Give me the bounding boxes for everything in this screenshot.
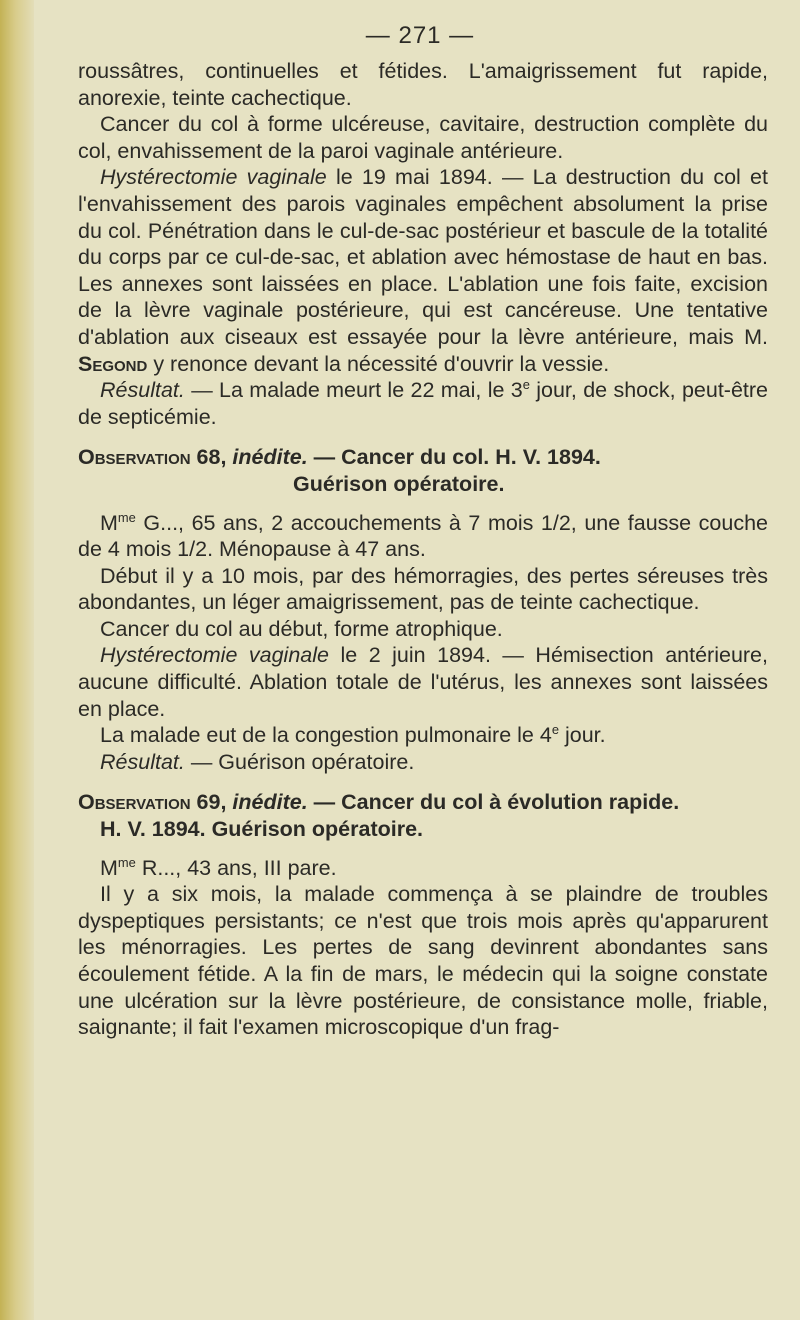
observation-68-heading: Observation 68, inédite. — Cancer du col. H. V. 1894. Guérison opératoire.	[78, 445, 601, 496]
paragraph: roussâtres, continuelles et fétides. L'amaigrissement fut rapide, anorexie, teinte cachectique.	[78, 59, 768, 110]
paragraph: La malade eut de la congestion pulmonaire le 4e jour.	[100, 722, 606, 748]
surgeon-name: Segond	[78, 351, 148, 376]
paragraph: Hystérectomie vaginale le 19 mai 1894. — La destruction du col et l'envahissement des parois vaginales empêchent absolument la prise du col. Pénétration dans le cul-de-sac postérieur et bascule de la totalité du corps par ce cul-de-sac, et ablation avec hémostase de haut en bas. Les annexes sont laissées en place. L'ablation une fois faite, excision de la lèvre vaginale postérieure, qui est cancéreuse. Une tentative d'ablation aux ciseaux est essayée pour la lèvre antérieure, mais M. Segond y renonce devant la nécessité d'ouvrir la vessie.	[78, 165, 768, 376]
procedure-label: Hystérectomie vaginale	[100, 643, 329, 668]
paragraph: Résultat. — Guérison opératoire.	[100, 749, 415, 774]
paragraph: Cancer du col au début, forme atrophique.	[100, 616, 503, 641]
paragraph: Résultat. — La malade meurt le 22 mai, le 3e jour, de shock, peut-être de septicémie.	[78, 376, 768, 429]
document-page	[60, 0, 780, 1320]
paragraph: Hystérectomie vaginale le 2 juin 1894. — Hémisection antérieure, aucune difficulté. Ablation totale de l'utérus, les annexes sont laissées en place.	[78, 643, 768, 721]
result-label: Résultat.	[100, 749, 185, 774]
result-label: Résultat.	[100, 378, 185, 403]
paragraph: Début il y a 10 mois, par des hémorragies, des pertes séreuses très abondantes, un léger amaigrissement, pas de teinte cachectique.	[78, 563, 768, 615]
paragraph: $M^{me}$ R..., 43 ans, III pare.	[100, 854, 337, 880]
procedure-label: Hystérectomie vaginale	[100, 165, 327, 190]
book-spine-edge	[0, 0, 34, 1320]
observation-69-heading: Observation 69, inédite. — Cancer du col à évolution rapide. H. V. 1894. Guérison opératoire.	[78, 790, 680, 842]
paragraph: Il y a six mois, la malade commença à se plaindre de troubles dyspeptiques persistants; ce n'est que trois mois après qu'apparurent les ménorragies. Les pertes de sang devinrent abondantes sans écoulement fétide. A la fin de mars, le médecin qui la soigne constate une ulcération sur la lèvre postérieure, de consistance molle, friable, saignante; il fait l'examen microscopique d'un frag-	[78, 882, 768, 1040]
paragraph: Cancer du col à forme ulcéreuse, cavitaire, destruction complète du col, envahissement de la paroi vaginale antérieure.	[78, 112, 768, 163]
page-number: — 271 —	[365, 22, 475, 49]
page-body	[78, 58, 768, 1041]
paragraph: $M^{me}$ G..., 65 ans, 2 accouchements à 7 mois 1/2, une fausse couche de 4 mois 1/2. Ménopause à 47 ans.	[78, 509, 768, 562]
